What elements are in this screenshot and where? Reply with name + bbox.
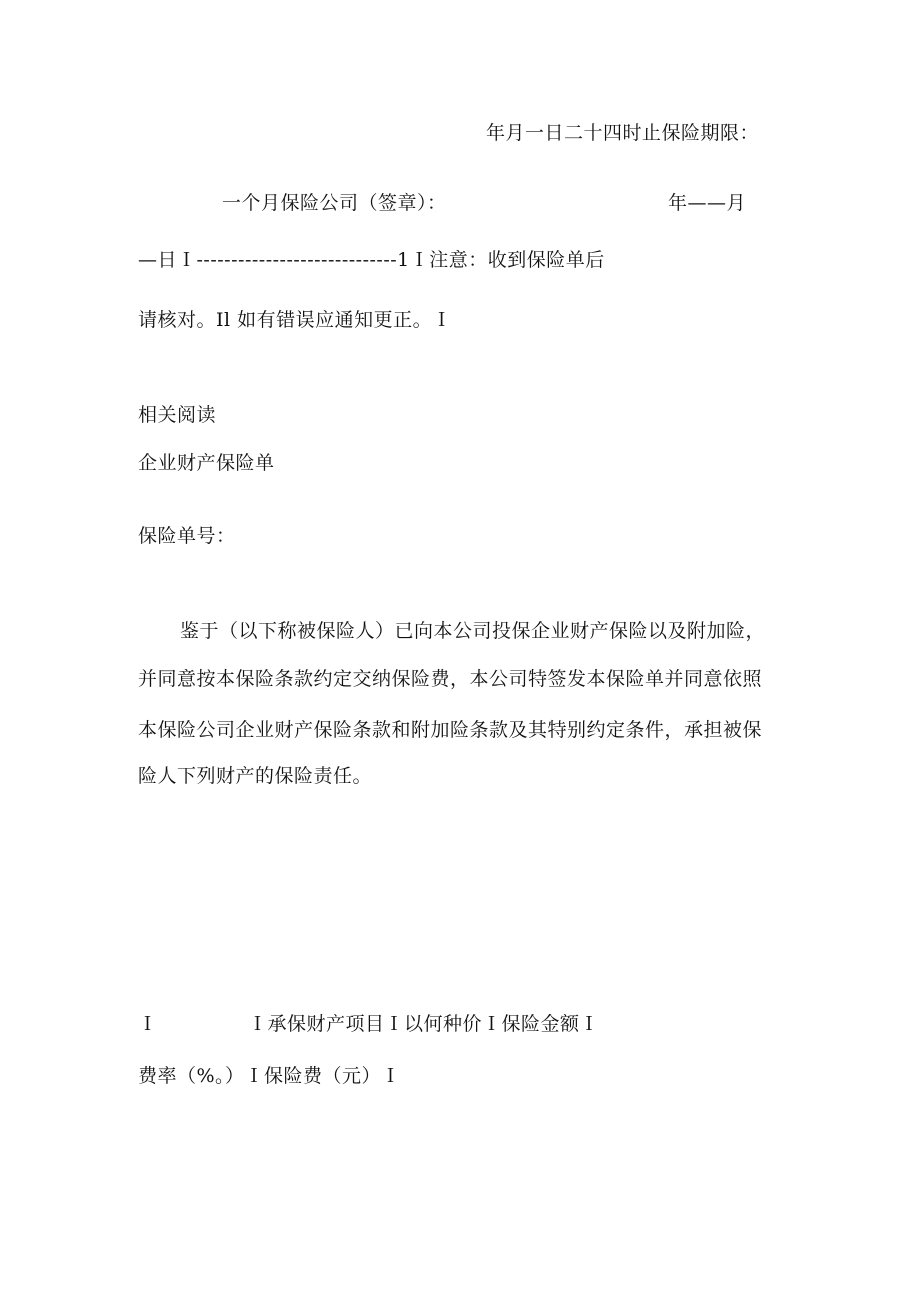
day-notice-line: —日Ｉ-----------------------------1Ｉ注意：收到保险单后 <box>138 249 605 271</box>
company-signature-line: 一个月保险公司（签章）： <box>222 192 447 214</box>
insurance-period-line: 年月一日二十四时止保险期限： <box>486 122 760 144</box>
verify-notice-line: 请核对。Il 如有错误应通知更正。Ｉ <box>138 309 452 331</box>
table-header-left-marker: Ｉ <box>138 1013 158 1035</box>
table-header-row-2: 费率（%。）Ｉ保险费（元）Ｉ <box>138 1065 401 1087</box>
date-year-month: 年——月 <box>668 192 747 214</box>
table-header-row-1: Ｉ承保财产项目Ｉ以何种价Ｉ保险金额Ｉ <box>248 1013 600 1035</box>
paragraph-line: 鉴于（以下称被保险人）已向本公司投保企业财产保险以及附加险， <box>180 620 766 642</box>
paragraph-line: 并同意按本保险条款约定交纳保险费，本公司特签发本保险单并同意依照 <box>138 668 763 690</box>
policy-number-label: 保险单号： <box>138 525 236 547</box>
paragraph-line: 本保险公司企业财产保险条款和附加险条款及其特别约定条件，承担被保 <box>138 719 763 741</box>
paragraph-line: 险人下列财产的保险责任。 <box>138 765 373 787</box>
related-reading-heading: 相关阅读 <box>138 404 217 426</box>
document-title: 企业财产保险单 <box>138 452 275 474</box>
